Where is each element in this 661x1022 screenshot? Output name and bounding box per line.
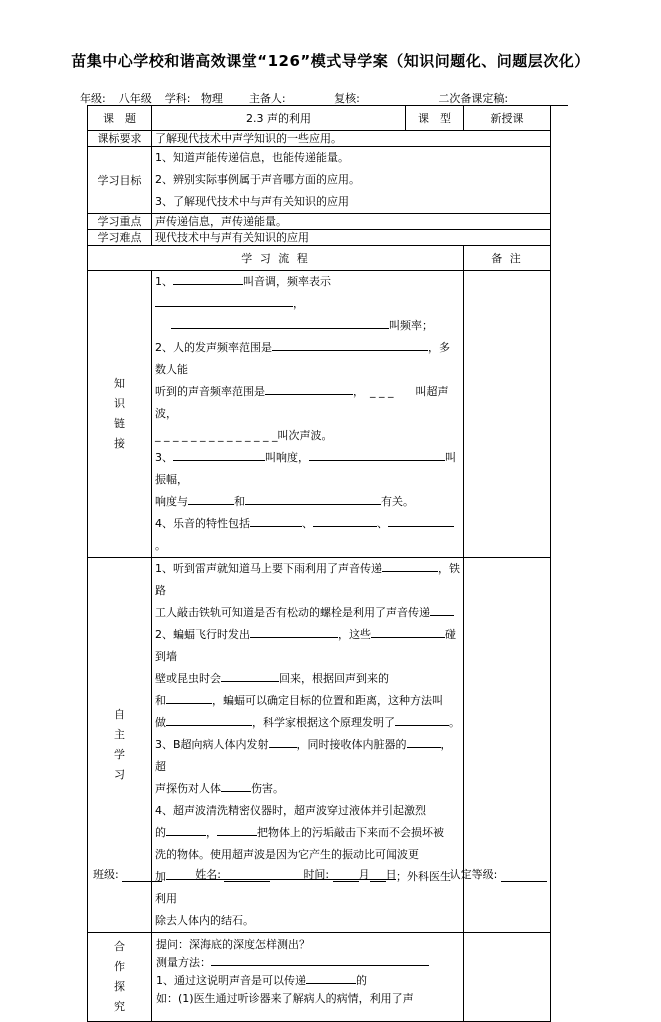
self-study-line: 工人敲击铁轨可知道是否有松动的螺栓是利用了声音传递	[155, 602, 460, 624]
answer-blank[interactable]	[166, 714, 252, 726]
answer-blank[interactable]	[306, 972, 356, 984]
review-label: 复核:	[334, 92, 360, 105]
answer-blank[interactable]	[371, 626, 445, 638]
goals-list	[152, 147, 551, 214]
cooperation-line: 测量方法：	[156, 954, 460, 972]
self-study-line: 的 ， 把物体上的污垢敲击下来而不会损坏被	[155, 826, 444, 839]
answer-blank[interactable]	[221, 780, 251, 792]
answer-blank[interactable]	[265, 383, 353, 395]
footer-day-blank[interactable]	[370, 881, 386, 882]
subject-value: 物理	[194, 93, 230, 106]
section-knowledge-label: 知识链接	[88, 271, 152, 558]
grade-value: 八年级	[109, 93, 161, 106]
footer-name-label: 姓名:	[195, 868, 221, 881]
footer-class-blank[interactable]	[122, 881, 162, 882]
answer-blank[interactable]	[395, 714, 449, 726]
footer-info	[93, 866, 573, 882]
answer-blank[interactable]	[430, 604, 454, 616]
knowledge-line: 叫频率；	[155, 315, 460, 337]
notes-cell[interactable]	[464, 271, 551, 558]
preparer-label: 主备人:	[248, 92, 286, 105]
answer-blank[interactable]	[211, 954, 429, 966]
answer-blank[interactable]	[309, 449, 445, 461]
self-study-line: 加 ；外科医生利用	[155, 870, 451, 905]
lesson-label: 课 题	[88, 106, 152, 131]
subject-label: 学科:	[164, 92, 191, 105]
footer-day-label: 日	[385, 868, 397, 881]
knowledge-line: 3、 叫响度， 叫振幅，	[155, 451, 456, 486]
footer-month-label: 月	[358, 868, 370, 881]
section-knowledge-content	[152, 271, 464, 558]
section-self-study-label: 自主学习	[88, 558, 152, 933]
answer-blank[interactable]	[313, 515, 377, 527]
self-study-line: 2、蝙蝠飞行时发出 ，这些 碰到墙	[155, 628, 456, 663]
self-study-line: 3、B超向病人体内发射 ，同时接收体内脏器的 ，超	[155, 738, 452, 773]
lesson-table	[87, 105, 551, 1022]
difficulty-value: 现代技术中与声有关知识的应用	[152, 230, 551, 246]
self-study-line: 壁或昆虫时会 回来，根据回声到来的	[155, 672, 389, 685]
knowledge-line: 响度与 和 有关。	[155, 495, 414, 508]
footer-level-blank[interactable]	[501, 881, 547, 882]
knowledge-line: 4、乐音的特性包括 、 、。	[155, 513, 460, 557]
footer-level-label: 认定等级:	[449, 868, 498, 881]
cooperation-line: 1、通过这说明声音是可以传递 的	[156, 974, 367, 987]
grade-label: 年级:	[80, 92, 106, 105]
type-label: 课 型	[406, 106, 464, 131]
knowledge-line: 1、 叫音调，频率表示，	[155, 275, 331, 310]
answer-blank[interactable]	[407, 736, 441, 748]
key-label: 学习重点	[88, 214, 152, 230]
goal-item: 1、知道声能传递信息，也能传递能量。	[155, 151, 349, 164]
process-header: 学 习 流 程	[88, 246, 464, 271]
answer-blank[interactable]	[382, 560, 438, 572]
answer-blank[interactable]	[272, 339, 428, 351]
key-value: 声传递信息，声传递能量。	[152, 214, 551, 230]
answer-blank[interactable]	[171, 317, 389, 329]
goals-label: 学习目标	[88, 147, 152, 214]
self-study-line: 除去人体内的结石。	[155, 914, 254, 927]
standard-label: 课标要求	[88, 131, 152, 147]
footer-month-blank[interactable]	[333, 881, 359, 882]
footer-class-label: 班级:	[93, 868, 119, 881]
answer-blank[interactable]	[166, 824, 206, 836]
answer-blank[interactable]	[217, 824, 257, 836]
self-study-line: 做 ，科学家根据这个原理发明了 。	[155, 716, 460, 729]
footer-time-label: 时间:	[303, 868, 330, 881]
goal-item: 2、辨别实际事例属于声音哪方面的应用。	[155, 173, 360, 186]
answer-blank[interactable]	[245, 493, 381, 505]
answer-blank[interactable]	[250, 515, 302, 527]
answer-blank[interactable]	[173, 449, 265, 461]
self-study-line: 1、听到雷声就知道马上要下雨利用了声音传递 ，铁路	[155, 562, 460, 597]
section-cooperation-label: 合作探究	[88, 933, 152, 1022]
answer-blank[interactable]	[166, 692, 212, 704]
self-study-line: 洗的物体。使用超声波是因为它产生的振动比可闻波更	[155, 848, 419, 861]
knowledge-line: 听到的声音频率范围是 ， _ _ _ 叫超声波，	[155, 385, 449, 420]
knowledge-line: 2、人的发声频率范围是 ，多数人能	[155, 341, 450, 376]
lesson-value: 2.3 声的利用	[152, 106, 406, 131]
answer-blank[interactable]	[388, 515, 454, 527]
answer-blank[interactable]	[221, 670, 279, 682]
answer-blank[interactable]	[250, 626, 338, 638]
answer-blank[interactable]	[155, 295, 293, 307]
difficulty-label: 学习难点	[88, 230, 152, 246]
self-study-line: 和 ，蝙蝠可以确定目标的位置和距离，这种方法叫	[155, 694, 443, 707]
self-study-line: 4、超声波清洗精密仪器时，超声波穿过液体并引起激烈	[155, 804, 426, 817]
self-study-line: 声探伤对人体 伤害。	[155, 782, 284, 795]
knowledge-line: _ _ _ _ _ _ _ _ _ _ _ _ _ _叫次声波。	[155, 429, 333, 442]
section-cooperation-content	[152, 933, 464, 1022]
document-title: 苗集中心学校和谐高效课堂“126”模式导学案（知识问题化、问题层次化）	[71, 52, 590, 70]
goal-item: 3、了解现代技术中与声有关知识的应用	[155, 195, 349, 208]
answer-blank[interactable]	[173, 273, 243, 285]
cooperation-line: 如：(1)医生通过听诊器来了解病人的病情，利用了声	[156, 992, 414, 1005]
cooperation-question: 提问：深海底的深度怎样测出？	[156, 938, 310, 951]
notes-cell[interactable]	[464, 933, 551, 1022]
type-value: 新授课	[464, 106, 551, 131]
header-info	[80, 90, 600, 106]
notes-header: 备 注	[464, 246, 551, 271]
answer-blank[interactable]	[188, 493, 234, 505]
answer-blank[interactable]	[269, 736, 297, 748]
secondary-label: 二次备课定稿:	[438, 92, 509, 105]
standard-value: 了解现代技术中声学知识的一些应用。	[152, 131, 551, 147]
footer-name-blank[interactable]	[224, 881, 270, 882]
